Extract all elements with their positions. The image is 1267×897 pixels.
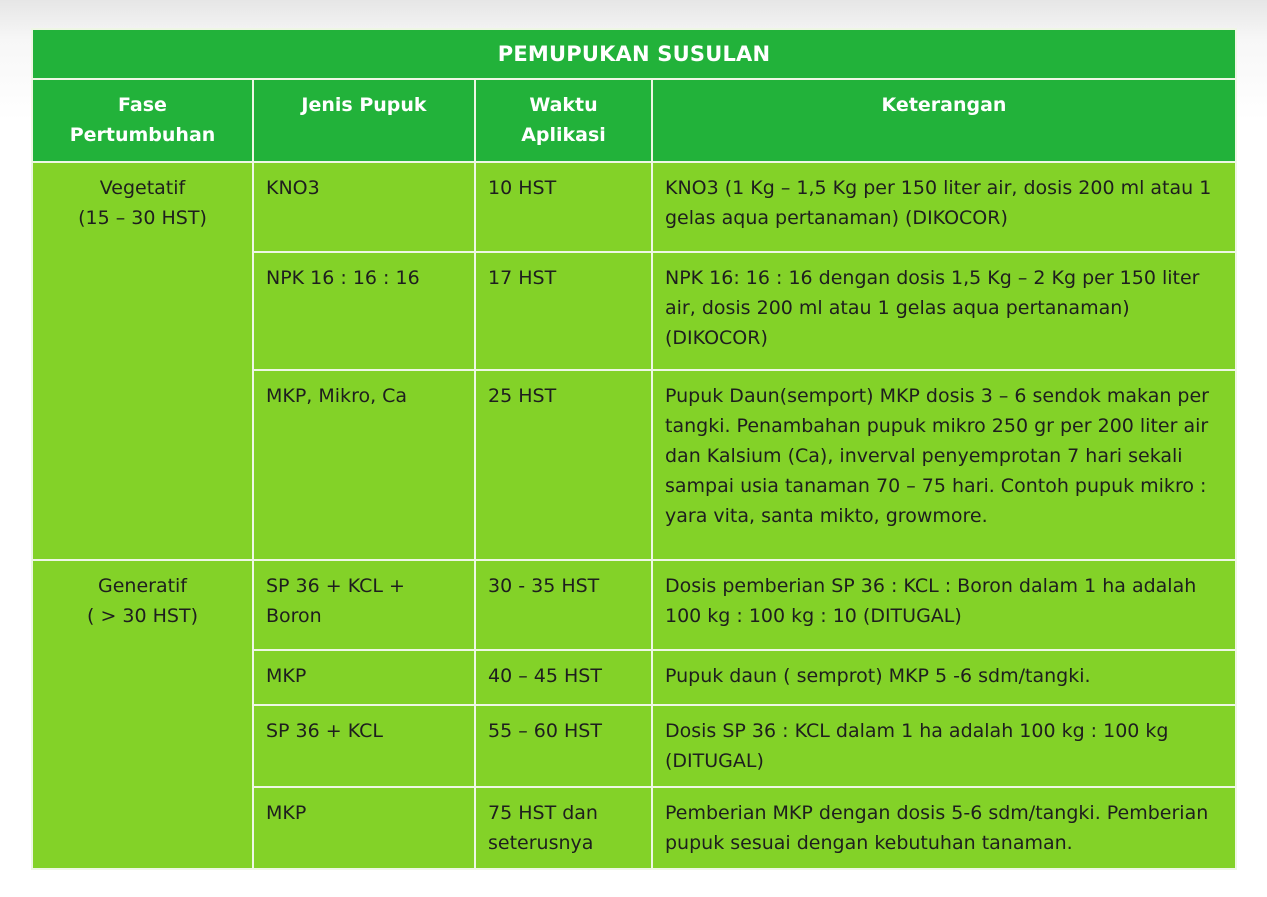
notes-cell: NPK 16: 16 : 16 dengan dosis 1,5 Kg – 2 Kg per 150 liter air, dosis 200 ml atau 1 gelas aqua pertanaman) (DIKOCOR) (652, 252, 1236, 370)
time-cell: 55 – 60 HST (475, 705, 652, 787)
fertilizer-cell: MKP, Mikro, Ca (253, 370, 475, 560)
notes-cell: Pupuk daun ( semprot) MKP 5 -6 sdm/tangki. (652, 650, 1236, 705)
fertilizer-table-container (31, 28, 1235, 870)
title-row (32, 29, 1236, 79)
time-cell: 40 – 45 HST (475, 650, 652, 705)
fertilizer-cell: MKP (253, 650, 475, 705)
time-cell: 17 HST (475, 252, 652, 370)
fertilizer-cell: KNO3 (253, 162, 475, 252)
fertilizer-cell: SP 36 + KCL (253, 705, 475, 787)
time-cell: 10 HST (475, 162, 652, 252)
header-row (32, 79, 1236, 162)
header-notes: Keterangan (652, 79, 1236, 162)
fertilizer-cell: SP 36 + KCL + Boron (253, 560, 475, 650)
phase-generatif: Generatif ( > 30 HST) (32, 560, 253, 869)
header-time: Waktu Aplikasi (475, 79, 652, 162)
table-row (32, 560, 1236, 650)
fertilizer-schedule-table (31, 28, 1237, 870)
notes-cell: Pemberian MKP dengan dosis 5-6 sdm/tangki. Pemberian pupuk sesuai dengan kebutuhan tanaman. (652, 787, 1236, 869)
table-row (32, 162, 1236, 252)
time-cell: 25 HST (475, 370, 652, 560)
fertilizer-cell: MKP (253, 787, 475, 869)
header-phase: Fase Pertumbuhan (32, 79, 253, 162)
phase-vegetatif: Vegetatif (15 – 30 HST) (32, 162, 253, 560)
time-cell: 30 - 35 HST (475, 560, 652, 650)
header-fertilizer: Jenis Pupuk (253, 79, 475, 162)
notes-cell: Pupuk Daun(semport) MKP dosis 3 – 6 sendok makan per tangki. Penambahan pupuk mikro 250 gr per 200 liter air dan Kalsium (Ca), inverval penyemprotan 7 hari sekali sampai usia tanaman 70 – 75 hari. Contoh pupuk mikro : yara vita, santa mikto, growmore. (652, 370, 1236, 560)
notes-cell: Dosis SP 36 : KCL dalam 1 ha adalah 100 kg : 100 kg (DITUGAL) (652, 705, 1236, 787)
fertilizer-cell: NPK 16 : 16 : 16 (253, 252, 475, 370)
notes-cell: KNO3 (1 Kg – 1,5 Kg per 150 liter air, dosis 200 ml atau 1 gelas aqua pertanaman) (DIKOCOR) (652, 162, 1236, 252)
time-cell: 75 HST dan seterusnya (475, 787, 652, 869)
table-title: PEMUPUKAN SUSULAN (32, 29, 1236, 79)
notes-cell: Dosis pemberian SP 36 : KCL : Boron dalam 1 ha adalah 100 kg : 100 kg : 10 (DITUGAL) (652, 560, 1236, 650)
